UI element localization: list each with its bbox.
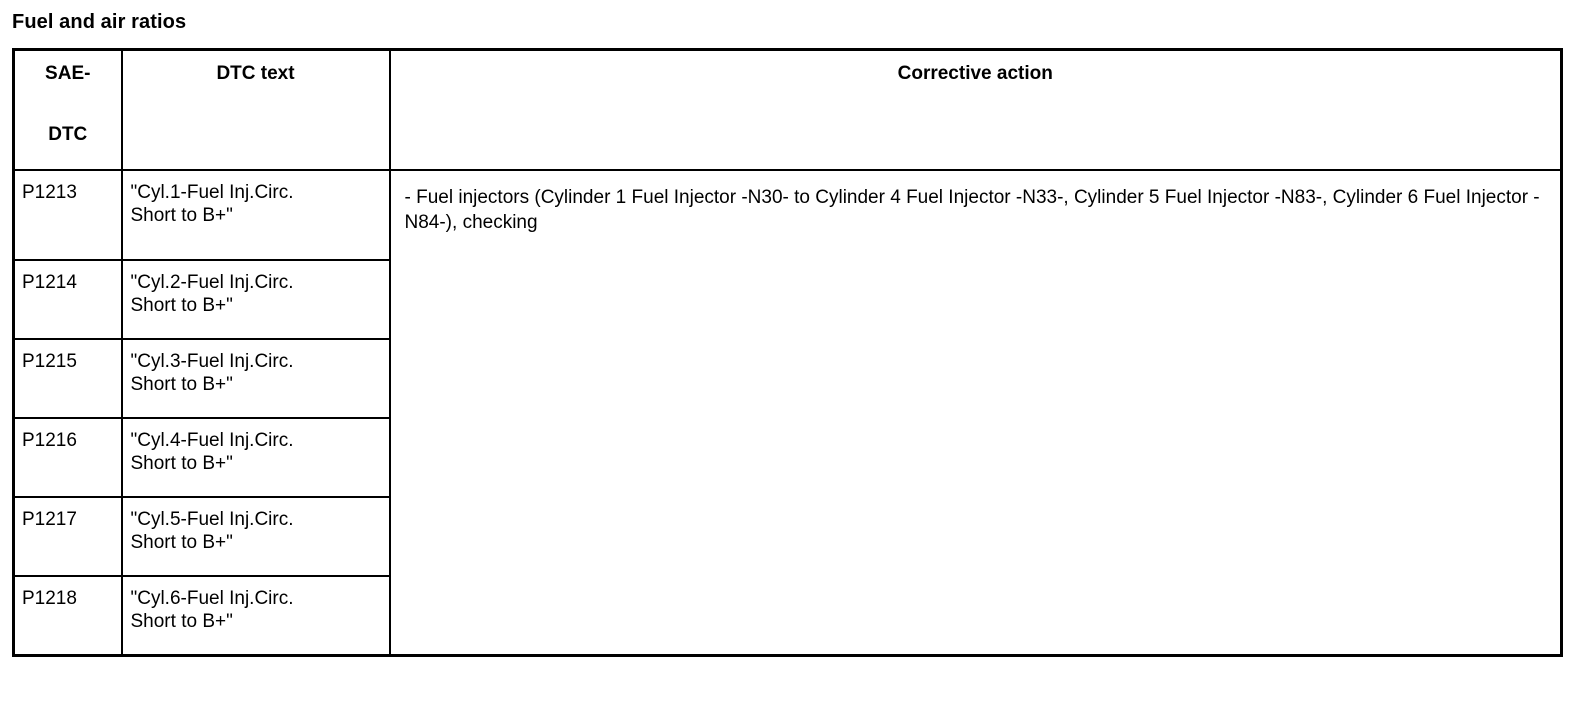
page-title: Fuel and air ratios [12,11,187,33]
cell-sae-dtc: P1215 [14,339,122,418]
column-header-sae-line1: SAE- [45,63,91,84]
dtc-table [12,48,1563,657]
dtc-text-line2: Short to B+" [130,374,233,395]
dtc-text-line2: Short to B+" [130,295,233,316]
dtc-text-line2: Short to B+" [130,532,233,553]
column-header-dtc-text-label: DTC text [216,63,295,84]
cell-sae-dtc: P1218 [14,576,122,655]
cell-dtc-text [122,170,390,260]
table-header-row [14,50,1562,171]
table-body [14,170,1562,655]
dtc-text-line1: "Cyl.6-Fuel Inj.Circ. [130,588,294,609]
column-header-dtc-text [122,50,390,171]
dtc-text-line1: "Cyl.5-Fuel Inj.Circ. [130,509,294,530]
dtc-text-line2: Short to B+" [130,453,233,474]
cell-corrective-action: - Fuel injectors (Cylinder 1 Fuel Injector -N30- to Cylinder 4 Fuel Injector -N33-, Cylinder 5 Fuel Injector -N83-, Cylinder 6 Fuel Injector -N84-), checking [390,170,1562,655]
cell-sae-dtc: P1213 [14,170,122,260]
dtc-text-line1: "Cyl.1-Fuel Inj.Circ. [130,182,294,203]
cell-sae-dtc: P1214 [14,260,122,339]
table-header [14,50,1562,171]
dtc-text-line1: "Cyl.2-Fuel Inj.Circ. [130,272,294,293]
column-header-sae-line2: DTC [48,124,88,145]
column-header-sae-dtc [14,50,122,171]
cell-sae-dtc: P1216 [14,418,122,497]
table-row [14,170,1562,260]
cell-dtc-text [122,497,390,576]
column-header-corrective-action-label: Corrective action [897,63,1053,84]
cell-dtc-text [122,576,390,655]
dtc-text-line1: "Cyl.3-Fuel Inj.Circ. [130,351,294,372]
dtc-text-line1: "Cyl.4-Fuel Inj.Circ. [130,430,294,451]
column-header-corrective-action [390,50,1562,171]
cell-dtc-text [122,260,390,339]
cell-dtc-text [122,418,390,497]
dtc-text-line2: Short to B+" [130,205,233,226]
cell-dtc-text [122,339,390,418]
dtc-text-line2: Short to B+" [130,611,233,632]
cell-sae-dtc: P1217 [14,497,122,576]
